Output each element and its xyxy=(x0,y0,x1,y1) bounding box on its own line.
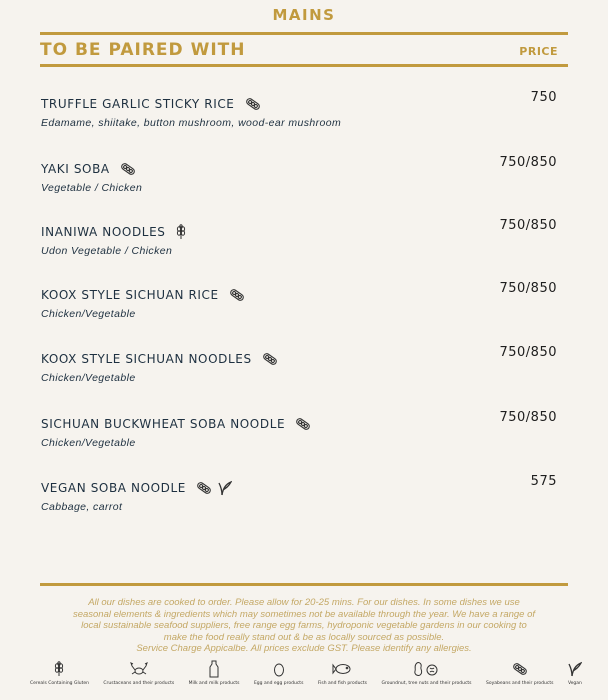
item-name: TRUFFLE GARLIC STICKY RICE xyxy=(41,97,235,111)
allergen-icons xyxy=(295,417,311,431)
note-line: seasonal elements & ingredients which may sometimes not be available through the year. We have a range of xyxy=(72,608,536,620)
legend-label: Soyabeans and their products xyxy=(485,681,554,686)
item-price: 750/850 xyxy=(499,155,557,170)
section-title: TO BE PAIRED WITH xyxy=(40,40,246,60)
divider xyxy=(40,32,568,35)
legend-item xyxy=(254,660,303,686)
item-price: 575 xyxy=(530,474,557,489)
item-name-row xyxy=(41,352,278,366)
legend-label: Vegan xyxy=(567,681,582,686)
item-description: Cabbage, carrot xyxy=(41,501,123,513)
item-name-row xyxy=(41,224,187,240)
item-name: SICHUAN BUCKWHEAT SOBA NOODLE xyxy=(41,417,286,431)
divider xyxy=(40,583,568,586)
menu-item xyxy=(41,345,557,384)
item-name-row xyxy=(41,162,136,176)
item-name: KOOX STYLE SICHUAN NOODLES xyxy=(41,352,252,366)
page-title: MAINS xyxy=(272,6,336,24)
item-name-row xyxy=(41,288,245,302)
item-description: Chicken/Vegetable xyxy=(41,372,136,384)
legend-item xyxy=(381,660,471,686)
price-column-header: PRICE xyxy=(519,45,558,58)
item-price: 750/850 xyxy=(499,281,557,296)
menu-item xyxy=(41,155,557,194)
fish-icon xyxy=(332,660,352,678)
soy-icon xyxy=(196,481,212,495)
note-line: make the food really stand out & be as locally sourced as possible. xyxy=(163,631,445,643)
nut-icon xyxy=(413,660,439,678)
vegan-icon xyxy=(568,660,582,678)
item-description: Udon Vegetable / Chicken xyxy=(41,245,173,257)
legend-item xyxy=(30,660,89,686)
item-description: Edamame, shiitake, button mushroom, wood-ear mushroom xyxy=(41,117,342,129)
legend-label: Cereals Containing Gluten xyxy=(30,681,89,686)
legend-item xyxy=(568,660,582,686)
legend-item xyxy=(318,660,367,686)
legend-label: Fish and fish products xyxy=(317,681,368,686)
divider xyxy=(40,64,568,67)
legend-item xyxy=(189,660,240,686)
soy-icon xyxy=(512,660,528,678)
allergen-icons xyxy=(245,97,261,111)
item-name: YAKI SOBA xyxy=(41,162,110,176)
menu-item xyxy=(41,474,557,513)
footer-notes xyxy=(40,597,568,655)
item-name-row xyxy=(41,97,261,111)
legend-label: Milk and milk products xyxy=(188,681,240,686)
note-line: Service Charge Appicalbe. All prices exclude GST. Please identify any allergies. xyxy=(136,643,472,654)
legend-label: Crustaceans and their products xyxy=(103,681,175,686)
item-description: Chicken/Vegetable xyxy=(41,437,136,449)
item-price: 750/850 xyxy=(499,218,557,233)
item-price: 750/850 xyxy=(499,410,557,425)
soy-icon xyxy=(245,97,261,111)
item-name-row xyxy=(41,417,311,431)
soy-icon xyxy=(120,162,136,176)
allergen-icons xyxy=(229,288,245,302)
gluten-icon xyxy=(175,224,187,240)
allergen-icons xyxy=(120,162,136,176)
crustacean-icon xyxy=(130,660,148,678)
legend-label: Egg and egg products xyxy=(253,681,304,686)
item-name: VEGAN SOBA NOODLE xyxy=(41,481,186,495)
item-price: 750 xyxy=(530,90,557,105)
item-description: Vegetable / Chicken xyxy=(41,182,143,194)
egg-icon xyxy=(273,660,285,678)
note-line: local sustainable seafood suppliers, free range egg farms, hydroponic vegetable gardens in our cooking to xyxy=(81,620,527,631)
item-description: Chicken/Vegetable xyxy=(41,308,136,320)
legend-label: Groundnut, tree nuts and their products xyxy=(381,681,472,686)
note-line: All our dishes are cooked to order. Please allow for 20-25 mins. For our dishes. In some dishes we use xyxy=(88,597,520,608)
menu-item xyxy=(41,281,557,320)
allergen-icons xyxy=(175,224,187,240)
milk-icon xyxy=(209,660,219,678)
allergen-icons xyxy=(196,480,232,496)
item-name-row xyxy=(41,480,232,496)
vegan-icon xyxy=(218,480,232,496)
menu-item xyxy=(41,90,557,129)
item-name: INANIWA NOODLES xyxy=(41,225,166,239)
menu-item xyxy=(41,410,557,449)
soy-icon xyxy=(229,288,245,302)
gluten-icon xyxy=(53,660,65,678)
allergen-icons xyxy=(262,352,278,366)
legend-item xyxy=(486,660,554,686)
menu-item xyxy=(41,218,557,257)
item-name: KOOX STYLE SICHUAN RICE xyxy=(41,288,219,302)
soy-icon xyxy=(262,352,278,366)
item-price: 750/850 xyxy=(499,345,557,360)
soy-icon xyxy=(295,417,311,431)
allergen-legend xyxy=(30,660,582,686)
legend-item xyxy=(103,660,174,686)
